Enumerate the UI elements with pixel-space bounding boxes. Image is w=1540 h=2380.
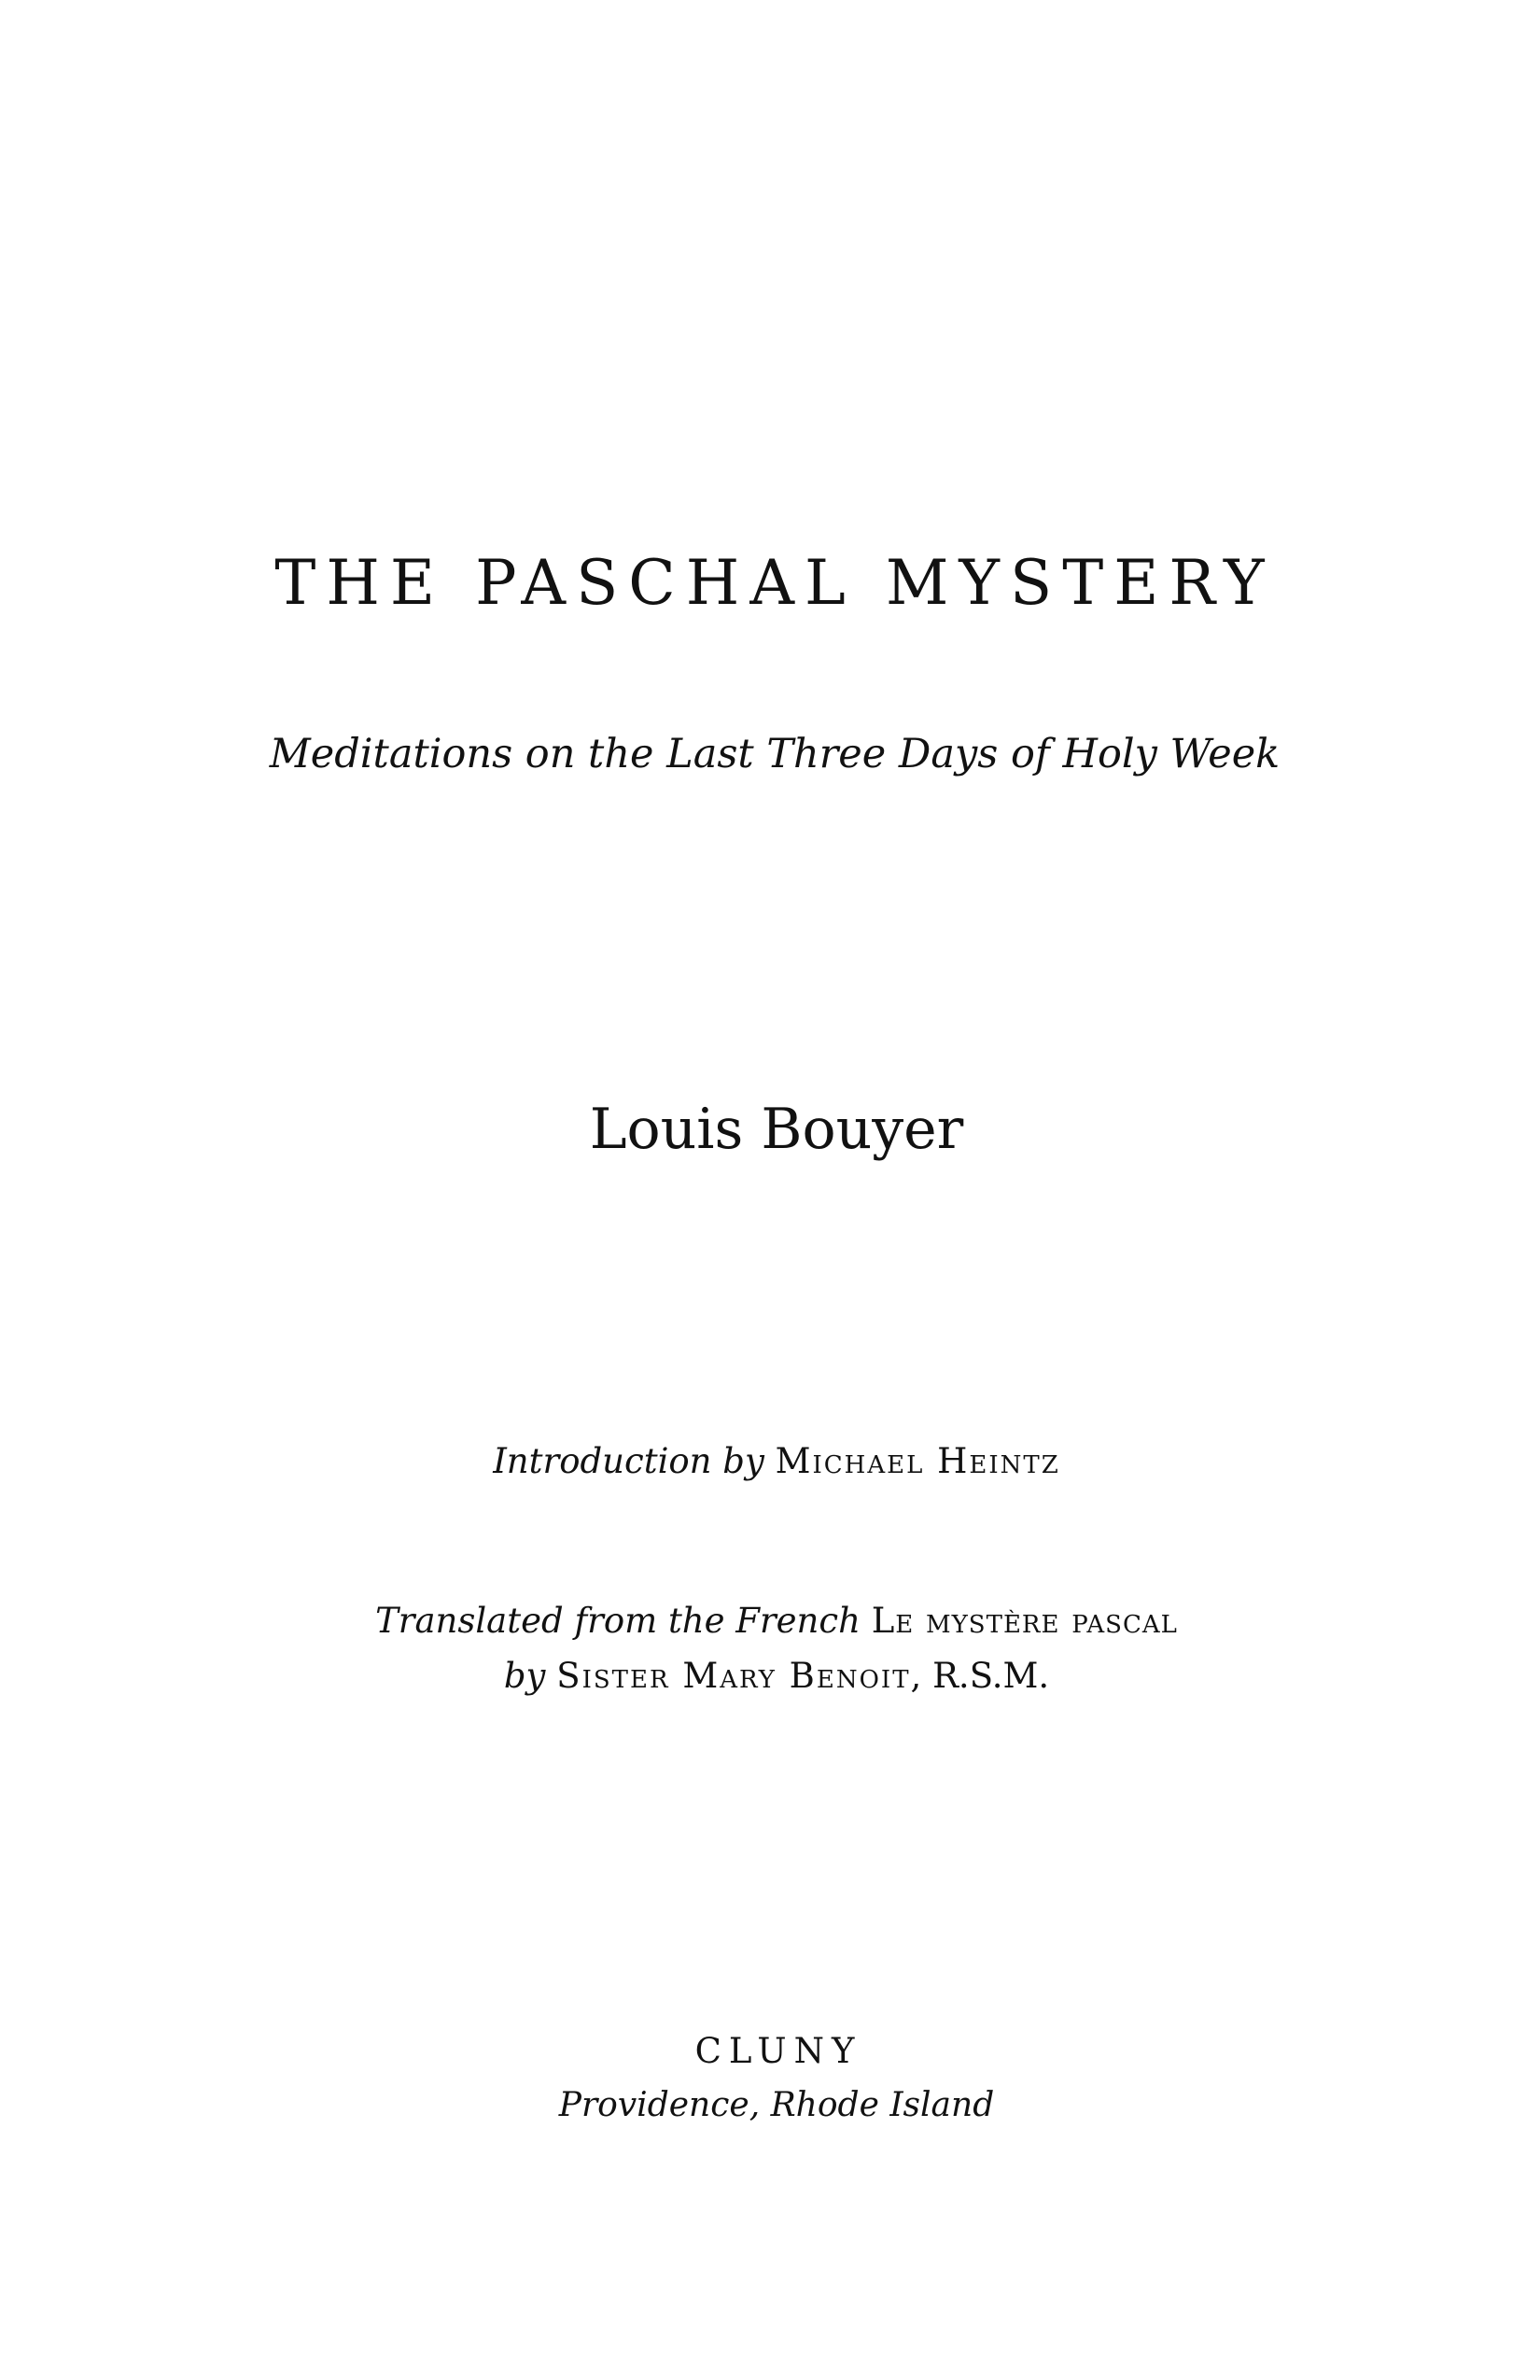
original-title: Le mystère pascal xyxy=(871,1601,1178,1641)
author-name: Louis Bouyer xyxy=(589,1097,964,1162)
translation-prefix: Translated from the French xyxy=(375,1601,861,1641)
publisher-name: CLUNY xyxy=(694,2031,862,2071)
introduction-prefix: Introduction by xyxy=(493,1441,764,1481)
introduction-credit xyxy=(0,1435,1540,1487)
translation-credit xyxy=(0,1595,1540,1646)
translator-name: Sister Mary Benoit xyxy=(556,1656,911,1696)
translator-credit xyxy=(0,1650,1540,1701)
translator-suffix: , R.S.M. xyxy=(910,1656,1050,1696)
translator-by-label: by xyxy=(503,1656,546,1696)
introduction-author: Michael Heintz xyxy=(775,1441,1060,1481)
book-title: THE PASCHAL MYSTERY xyxy=(274,547,1275,619)
book-subtitle: Meditations on the Last Three Days of Holy Week xyxy=(269,731,1281,777)
publisher-location: Providence, Rhode Island xyxy=(558,2086,995,2124)
